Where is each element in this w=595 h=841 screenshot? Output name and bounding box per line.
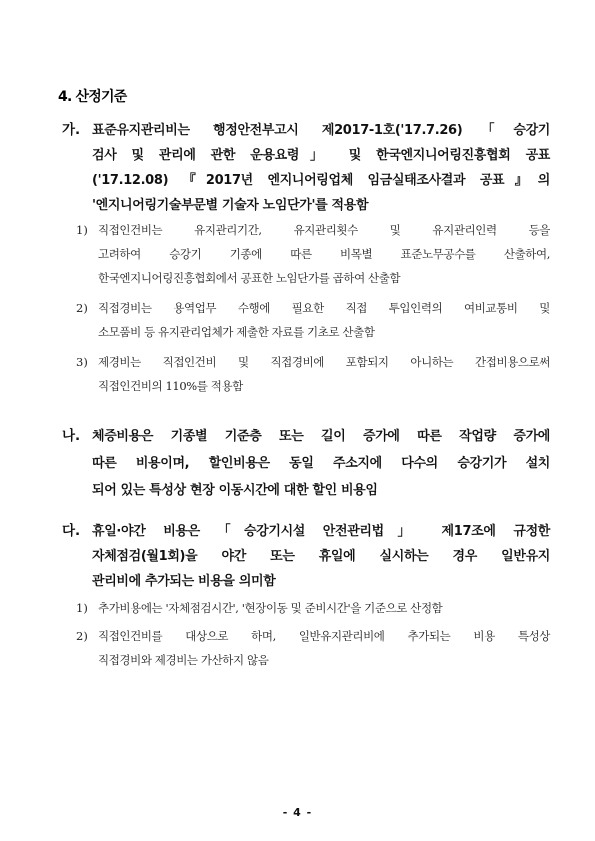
section-text-line: 휴일·야간 비용은 「승강기시설 안전관리법」 제17조에 규정한 [92, 524, 550, 539]
section-text-line: ('17.12.08) 『2017년 엔지니어링업체 임금실태조사결과 공표』의 [92, 173, 550, 188]
section-text-line: 검사 및 관리에 관한 운용요령」 및 한국엔지니어링진흥협회 공표 [92, 148, 550, 163]
list-item [76, 596, 550, 620]
list-item-line: 제경비는 직접인건비 및 직접경비에 포함되지 아니하는 간접비용으로써 [98, 355, 550, 369]
list-item [76, 218, 550, 290]
list-item-number: 3) [76, 355, 88, 369]
section-label: 나. [62, 428, 81, 444]
list-item-line: 직접인건비는 유지관리기간, 유지관리횟수 및 유지관리인력 등을 [98, 223, 550, 237]
list-item [76, 624, 550, 672]
section-text-line: 따른 비용이며, 할인비용은 동일 주소지에 다수의 승강기가 설치 [92, 456, 550, 471]
section-text-line: '엔지니어링기술부문별 기술자 노임단가'를 적용함 [92, 198, 369, 213]
list-item-number: 1) [76, 223, 88, 237]
section-ga [62, 118, 550, 398]
section-text-line: 체증비용은 기종별 기준층 또는 길이 증가에 따른 작업량 증가에 [92, 429, 550, 444]
list-item [76, 296, 550, 344]
list-item-number: 1) [76, 601, 88, 615]
section-na [62, 423, 550, 504]
list-item-number: 2) [76, 301, 88, 315]
section-text-line: 자체점검(월1회)을 야간 또는 휴일에 실시하는 경우 일반유지 [92, 549, 550, 564]
list-item-line: 추가비용에는 '자체점검시간', '현장이동 및 준비시간'을 기준으로 산정함 [98, 601, 443, 615]
section-da [62, 519, 550, 672]
section-text-line: 관리비에 추가되는 비용을 의미함 [92, 574, 276, 589]
section-label: 다. [62, 523, 81, 539]
section-text-line: 표준유지관리비는 행정안전부고시 제2017-1호('17.7.26)「승강기 [92, 123, 550, 138]
section-label: 가. [62, 122, 81, 138]
section-text-line: 되어 있는 특성상 현장 이동시간에 대한 할인 비용임 [92, 483, 378, 498]
list-item-line: 소모품비 등 유지관리업체가 제출한 자료를 기초로 산출함 [98, 325, 375, 339]
list-item-line: 직접인건비를 대상으로 하며, 일반유지관리비에 추가되는 비용 특성상 [98, 629, 550, 643]
list-item-line: 직접경비는 용역업무 수행에 필요한 직접 투입인력의 여비교통비 및 [98, 301, 550, 315]
list-item-line: 고려하여 승강기 기종에 따른 비목별 표준노무공수를 산출하여, [98, 247, 550, 261]
section-heading: 4. 산정기준 [58, 89, 127, 105]
list-item-line: 직접경비와 제경비는 가산하지 않음 [98, 653, 269, 667]
list-item [76, 350, 550, 398]
page-number: - 4 - [282, 806, 313, 819]
list-item-line: 직접인건비의 110%를 적용함 [98, 379, 243, 393]
list-item-line: 한국엔지니어링진흥협회에서 공표한 노임단가를 곱하여 산출함 [98, 271, 401, 285]
list-item-number: 2) [76, 629, 88, 643]
